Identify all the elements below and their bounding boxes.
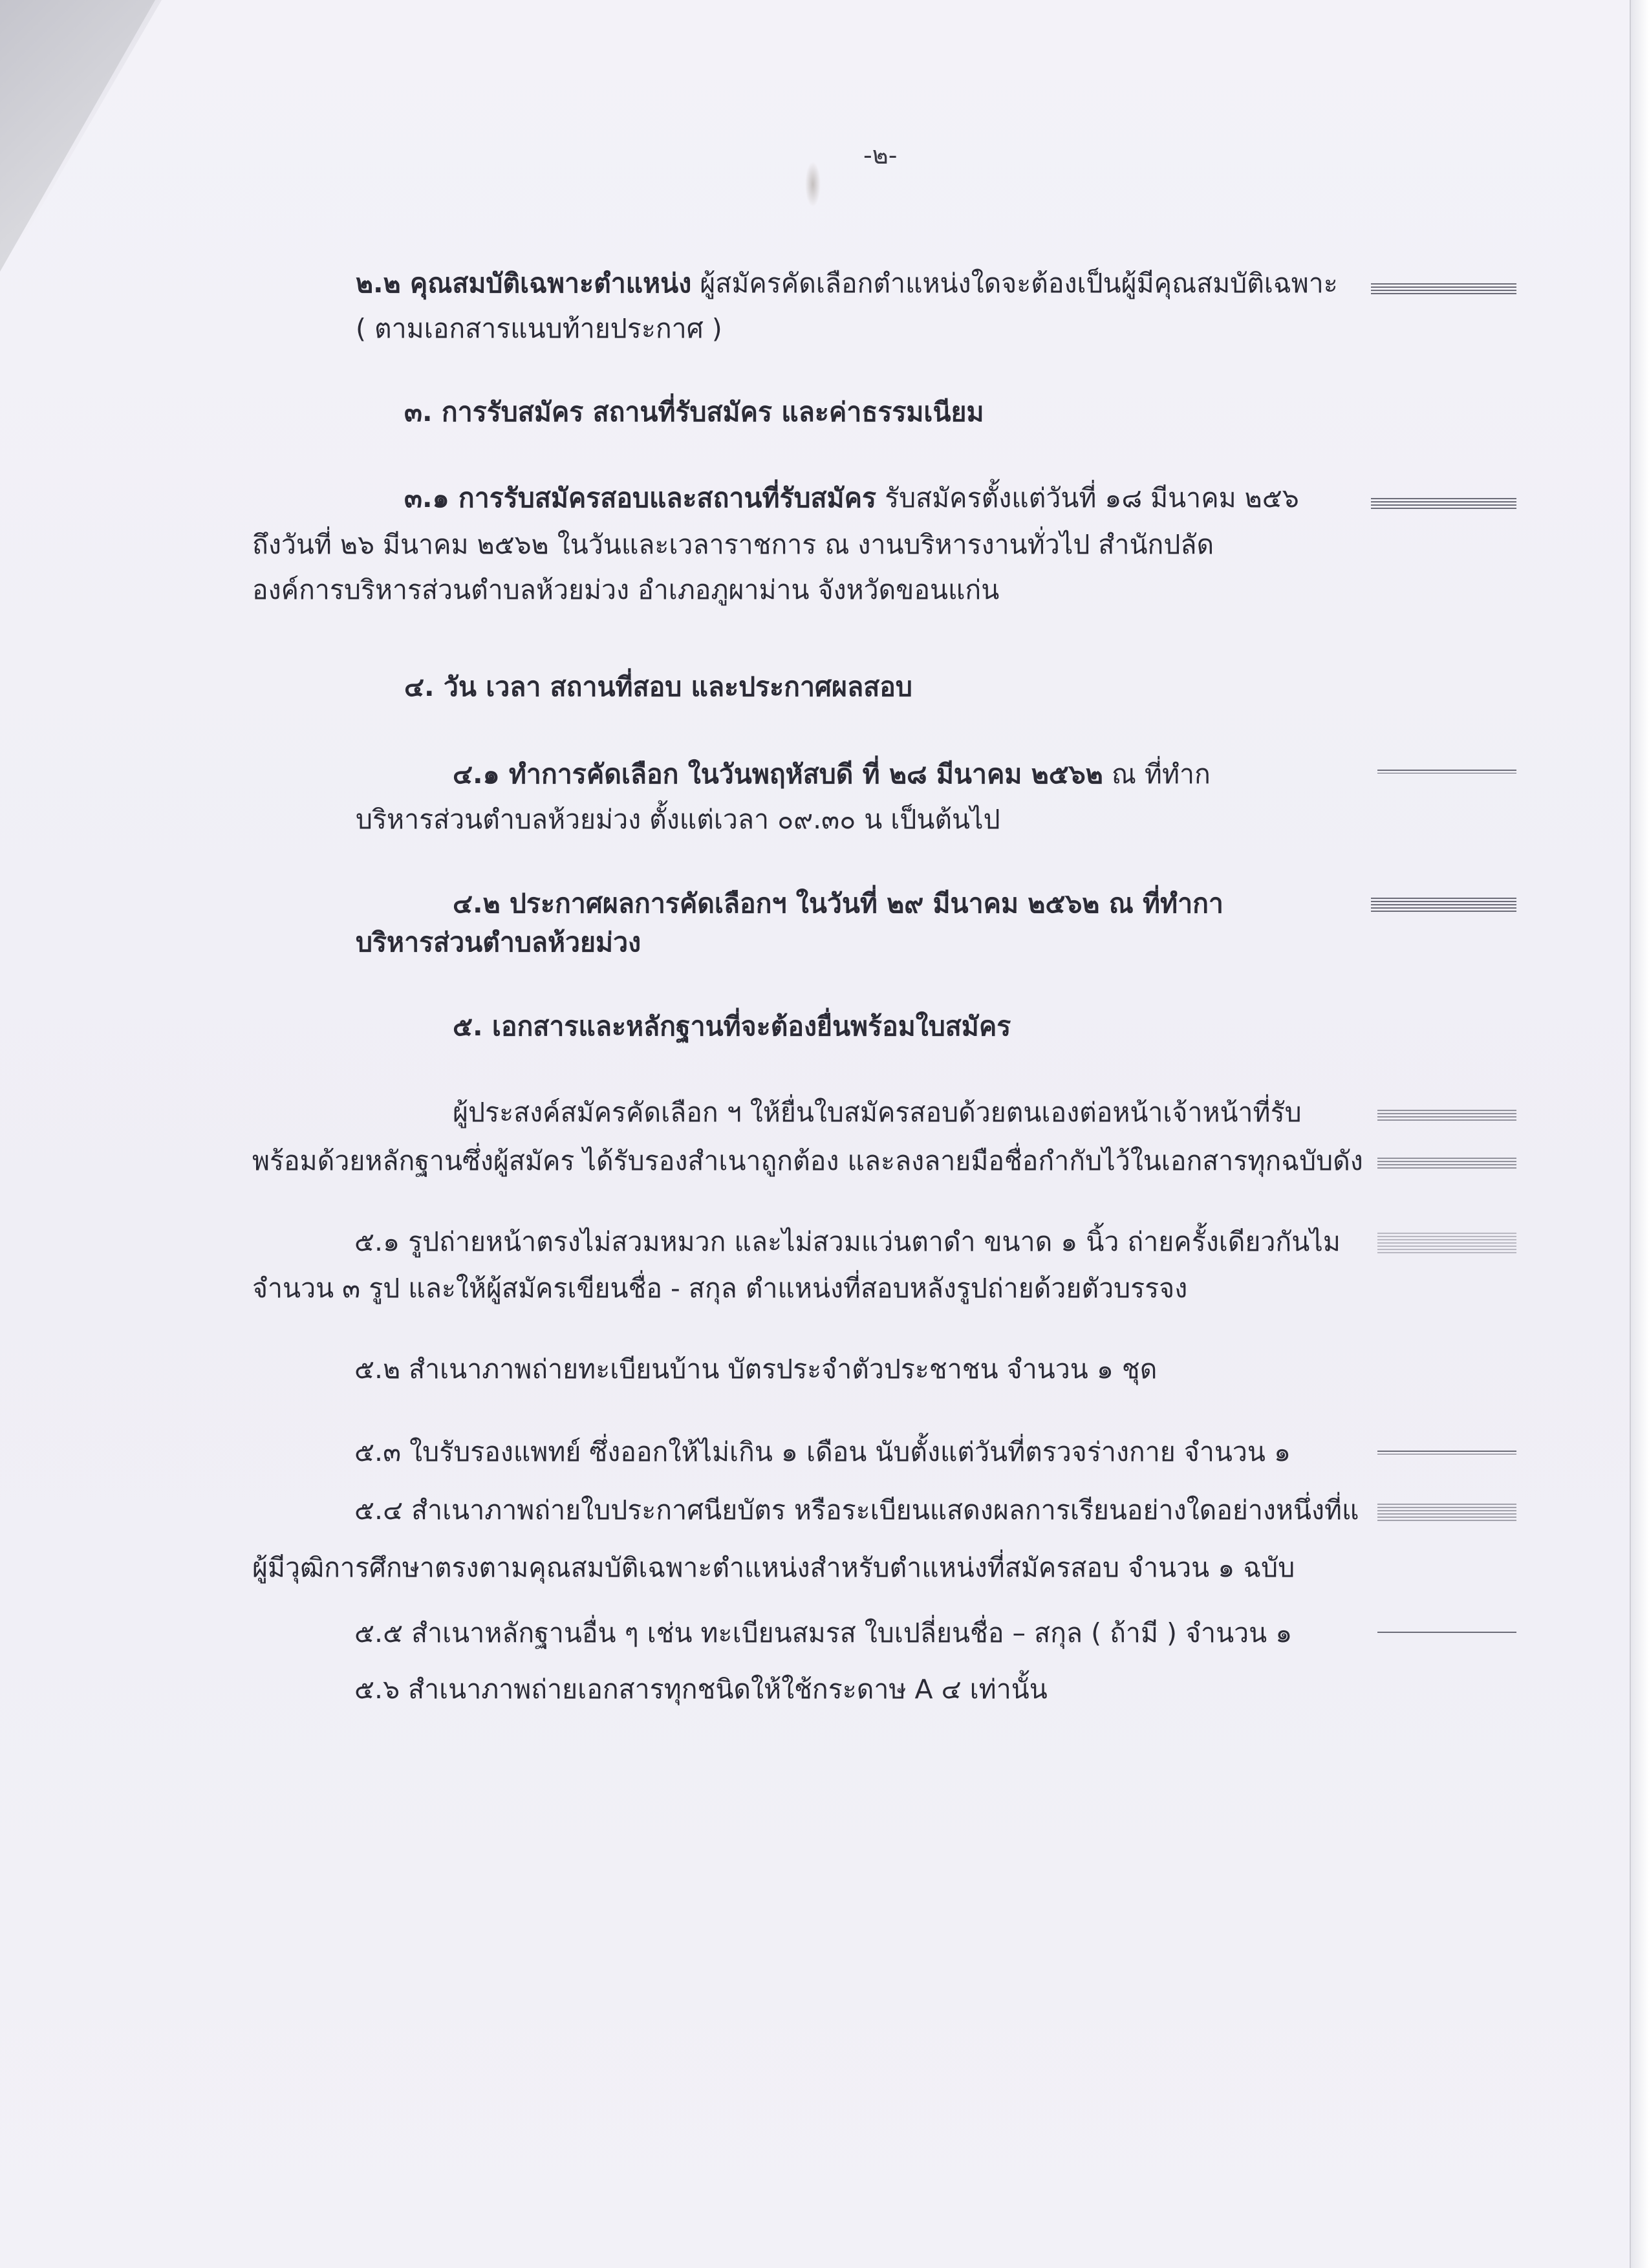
text-line-2-2-b: ( ตามเอกสารแนบท้ายประกาศ ) (356, 313, 722, 344)
cut-off-trail (1377, 1632, 1516, 1634)
cut-off-trail (1377, 1233, 1516, 1255)
text-line-3-1-c: องค์การบริหารส่วนตำบลห้วยม่วง อำเภอภูผาม่าน จังหวัดขอนแก่น (252, 574, 1000, 605)
heading-4-1: ๔.๑ ทำการคัดเลือก ในวันพฤหัสบดี ที่ ๒๘ มีนาคม ๒๕๖๒ (453, 759, 1103, 790)
cut-off-trail (1377, 1158, 1516, 1171)
cut-off-trail (1377, 1451, 1516, 1454)
text-line-5-1-a: ๕.๑ รูปถ่ายหน้าตรงไม่สวมหมวก และไม่สวมแว่นตาดำ ขนาด ๑ นิ้ว ถ่ายครั้งเดียวกันไม (354, 1226, 1341, 1257)
text-line-5-b: พร้อมด้วยหลักฐานซึ่งผู้สมัคร ได้รับรองสำเนาถูกต้อง และลงลายมือชื่อกำกับไว้ในเอกสารทุกฉบับดัง (252, 1145, 1363, 1176)
text-line-5-1-b: จำนวน ๓ รูป และให้ผู้สมัครเขียนชื่อ - สกุล ตำแหน่งที่สอบหลังรูปถ่ายด้วยตัวบรรจง (252, 1273, 1188, 1304)
text-2-2-a: ผู้สมัครคัดเลือกตำแหน่งใดจะต้องเป็นผู้มีคุณสมบัติเฉพาะ (691, 268, 1338, 299)
text-line-4-1-b: บริหารส่วนตำบลห้วยม่วง ตั้งแต่เวลา ๐๙.๓๐ น เป็นต้นไป (356, 804, 1000, 835)
text-line-4-1-a (453, 755, 1211, 794)
heading-3-1: ๓.๑ การรับสมัครสอบและสถานที่รับสมัคร (404, 482, 877, 513)
text-line-5-4-a: ๕.๔ สำเนาภาพถ่ายใบประกาศนียบัตร หรือระเบียนแสดงผลการเรียนอย่างใดอย่างหนึ่งที่แ (354, 1495, 1359, 1526)
text-line-3-1-a (404, 479, 1299, 517)
heading-2-2: ๒.๒ คุณสมบัติเฉพาะตำแหน่ง (356, 268, 692, 299)
text-line-5-2: ๕.๒ สำเนาภาพถ่ายทะเบียนบ้าน บัตรประจำตัวประชาชน จำนวน ๑ ชุด (354, 1354, 1158, 1385)
page-number: -๒- (863, 141, 898, 169)
text-line-2-2-a (356, 264, 1338, 303)
heading-section-5: ๕. เอกสารและหลักฐานที่จะต้องยื่นพร้อมใบสมัคร (453, 1011, 1011, 1042)
heading-section-4: ๔. วัน เวลา สถานที่สอบ และประกาศผลสอบ (404, 671, 912, 702)
smudge-mark (805, 162, 821, 207)
cut-off-trail (1371, 283, 1516, 295)
cut-off-trail (1371, 898, 1516, 912)
heading-section-3: ๓. การรับสมัคร สถานที่รับสมัคร และค่าธรรมเนียม (404, 396, 984, 427)
text-line-3-1-b: ถึงวันที่ ๒๖ มีนาคม ๒๕๖๒ ในวันและเวลาราชการ ณ งานบริหารงานทั่วไป สำนักปลัด (252, 529, 1214, 560)
cut-off-trail (1371, 498, 1516, 510)
cut-off-trail (1377, 770, 1516, 773)
text-line-4-2-a: ๔.๒ ประกาศผลการคัดเลือกฯ ในวันที่ ๒๙ มีนาคม ๒๕๖๒ ณ ที่ทำกา (453, 888, 1223, 919)
text-line-5-3: ๕.๓ ใบรับรองแพทย์ ซึ่งออกให้ไม่เกิน ๑ เดือน นับตั้งแต่วันที่ตรวจร่างกาย จำนวน ๑ (354, 1436, 1291, 1467)
text-line-5-5: ๕.๕ สำเนาหลักฐานอื่น ๆ เช่น ทะเบียนสมรส ใบเปลี่ยนชื่อ – สกุล ( ถ้ามี ) จำนวน ๑ (354, 1617, 1293, 1648)
page-right-edge (1630, 0, 1649, 2268)
text-3-1-a: รับสมัครตั้งแต่วันที่ ๑๘ มีนาคม ๒๕๖ (876, 482, 1299, 513)
text-4-1-a: ณ ที่ทำก (1103, 759, 1211, 790)
text-line-4-2-b: บริหารส่วนตำบลห้วยม่วง (356, 927, 641, 958)
text-line-5-a: ผู้ประสงค์สมัครคัดเลือก ฯ ให้ยื่นใบสมัครสอบด้วยตนเองต่อหน้าเจ้าหน้าที่รับ (453, 1097, 1302, 1128)
text-line-5-4-b: ผู้มีวุฒิการศึกษาตรงตามคุณสมบัติเฉพาะตำแหน่งสำหรับตำแหน่งที่สมัครสอบ จำนวน ๑ ฉบับ (252, 1552, 1295, 1583)
text-line-5-6: ๕.๖ สำเนาภาพถ่ายเอกสารทุกชนิดให้ใช้กระดาษ A ๔ เท่านั้น (354, 1674, 1048, 1705)
cut-off-trail (1377, 1110, 1516, 1123)
cut-off-trail (1377, 1504, 1516, 1523)
